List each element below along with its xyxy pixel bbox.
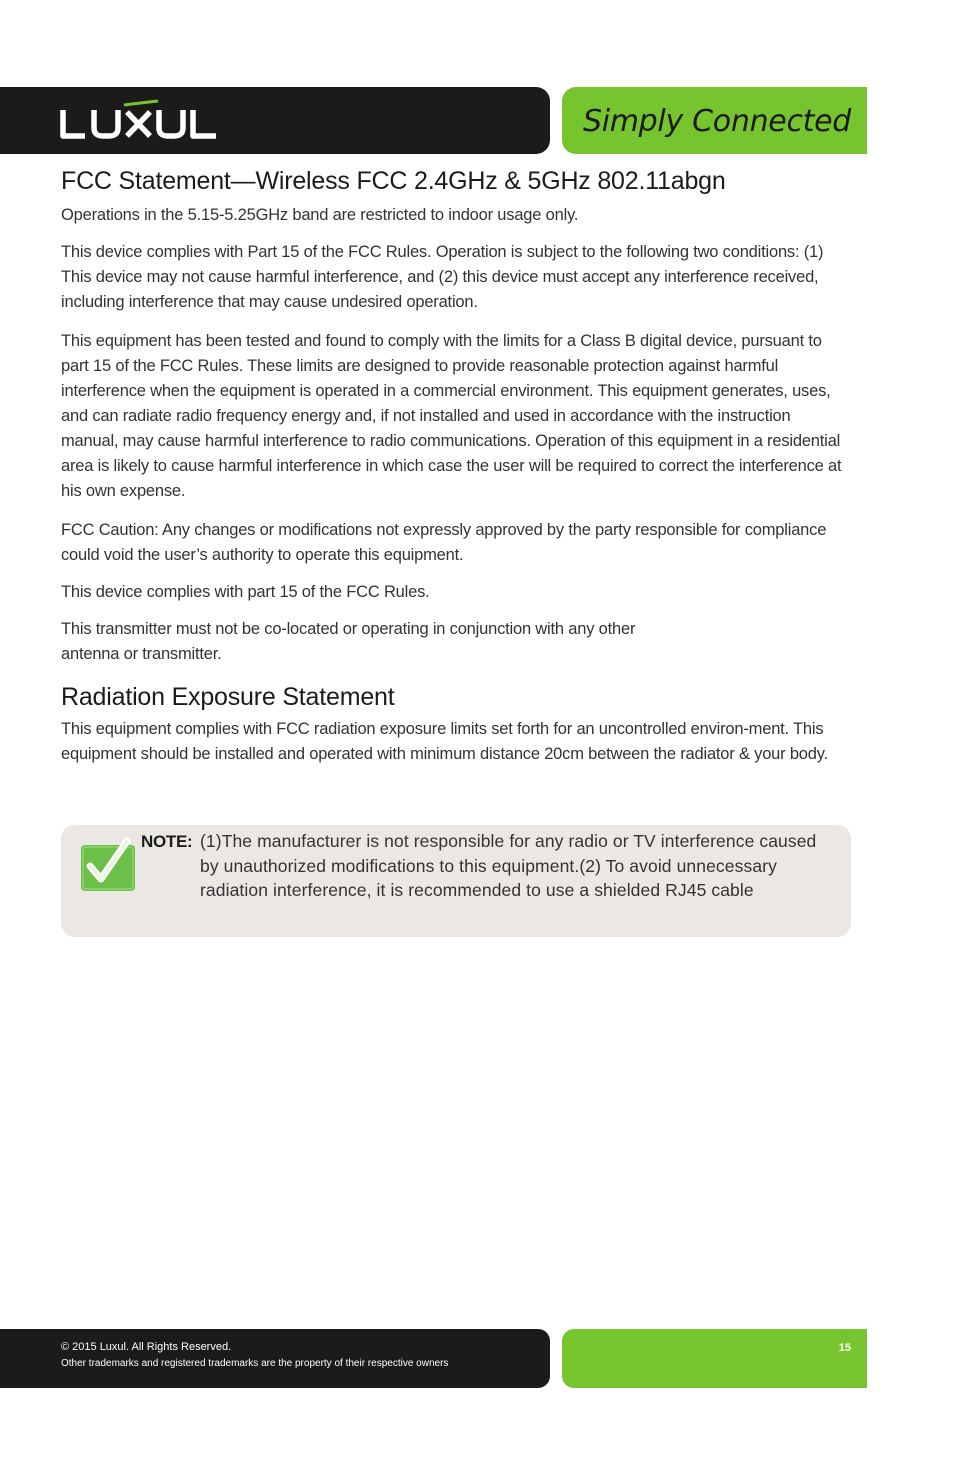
- paragraph-complies: This device complies with part 15 of the FCC Rules.: [61, 583, 430, 601]
- logo-text: LUXUL: [60, 99, 64, 100]
- note-label: NOTE:: [141, 832, 193, 851]
- check-mark-icon: [81, 836, 137, 891]
- fcc-statement-title: FCC Statement—Wireless FCC 2.4GHz & 5GHz 802.11abgn: [61, 167, 726, 195]
- main-content: [61, 164, 851, 781]
- paragraph-radiation: This equipment complies with FCC radiation exposure limits set forth for an uncontrolled environ-ment. This equipment should be installed and operated with minimum distance 20cm between the radiator & your body.: [61, 720, 828, 763]
- paragraph-transmitter: [61, 617, 851, 667]
- note-box: [61, 825, 851, 937]
- tagline-box: [562, 87, 867, 154]
- note-text: (1)The manufacturer is not responsible for any radio or TV interference caused by unauthorized modifications to this equipment.(2) To avoid unnecessary radiation interference, it is recommended to use a shielded RJ45 cable: [200, 831, 817, 900]
- transmitter-line1: This transmitter must not be co-located or operating in conjunction with any other: [61, 620, 636, 638]
- page-number: 15: [838, 1342, 851, 1354]
- paragraph-class-b: This equipment has been tested and found to comply with the limits for a Class B digital device, pursuant to part 15 of the FCC Rules. These limits are designed to provide reasonable protection against harmful interference when the equipment is operated in a commercial environment. This equipment generates, uses, and can radiate radio frequency energy and, if not installed and used in accordance with the instruction manual, may cause harmful interference to radio communications. Operation of this equipment in a residential area is likely to cause harmful interference in which case the user will be required to correct the interference at his own expense.: [61, 332, 842, 500]
- transmitter-line2: antenna or transmitter.: [61, 645, 222, 663]
- tagline: Simply Connected: [582, 104, 851, 139]
- footer-page-box: [562, 1329, 867, 1388]
- paragraph-indoor: Operations in the 5.15-5.25GHz band are restricted to indoor usage only.: [61, 206, 579, 224]
- radiation-exposure-title: Radiation Exposure Statement: [61, 683, 395, 711]
- paragraph-fcc-caution: FCC Caution: Any changes or modifications not expressly approved by the party responsible for compliance could void the user’s authority to operate this equipment.: [61, 521, 827, 564]
- luxul-logo: [60, 99, 244, 141]
- footer-trademarks: Other trademarks and registered trademarks are the property of their respective owners: [61, 1358, 449, 1369]
- footer-bar: [0, 1329, 550, 1388]
- paragraph-part15: This device complies with Part 15 of the FCC Rules. Operation is subject to the following two conditions: (1) This device may not cause harmful interference, and (2) this device must accept any interference received, including interference that may cause undesired operation.: [61, 243, 824, 311]
- footer-copyright: © 2015 Luxul. All Rights Reserved.: [61, 1341, 232, 1353]
